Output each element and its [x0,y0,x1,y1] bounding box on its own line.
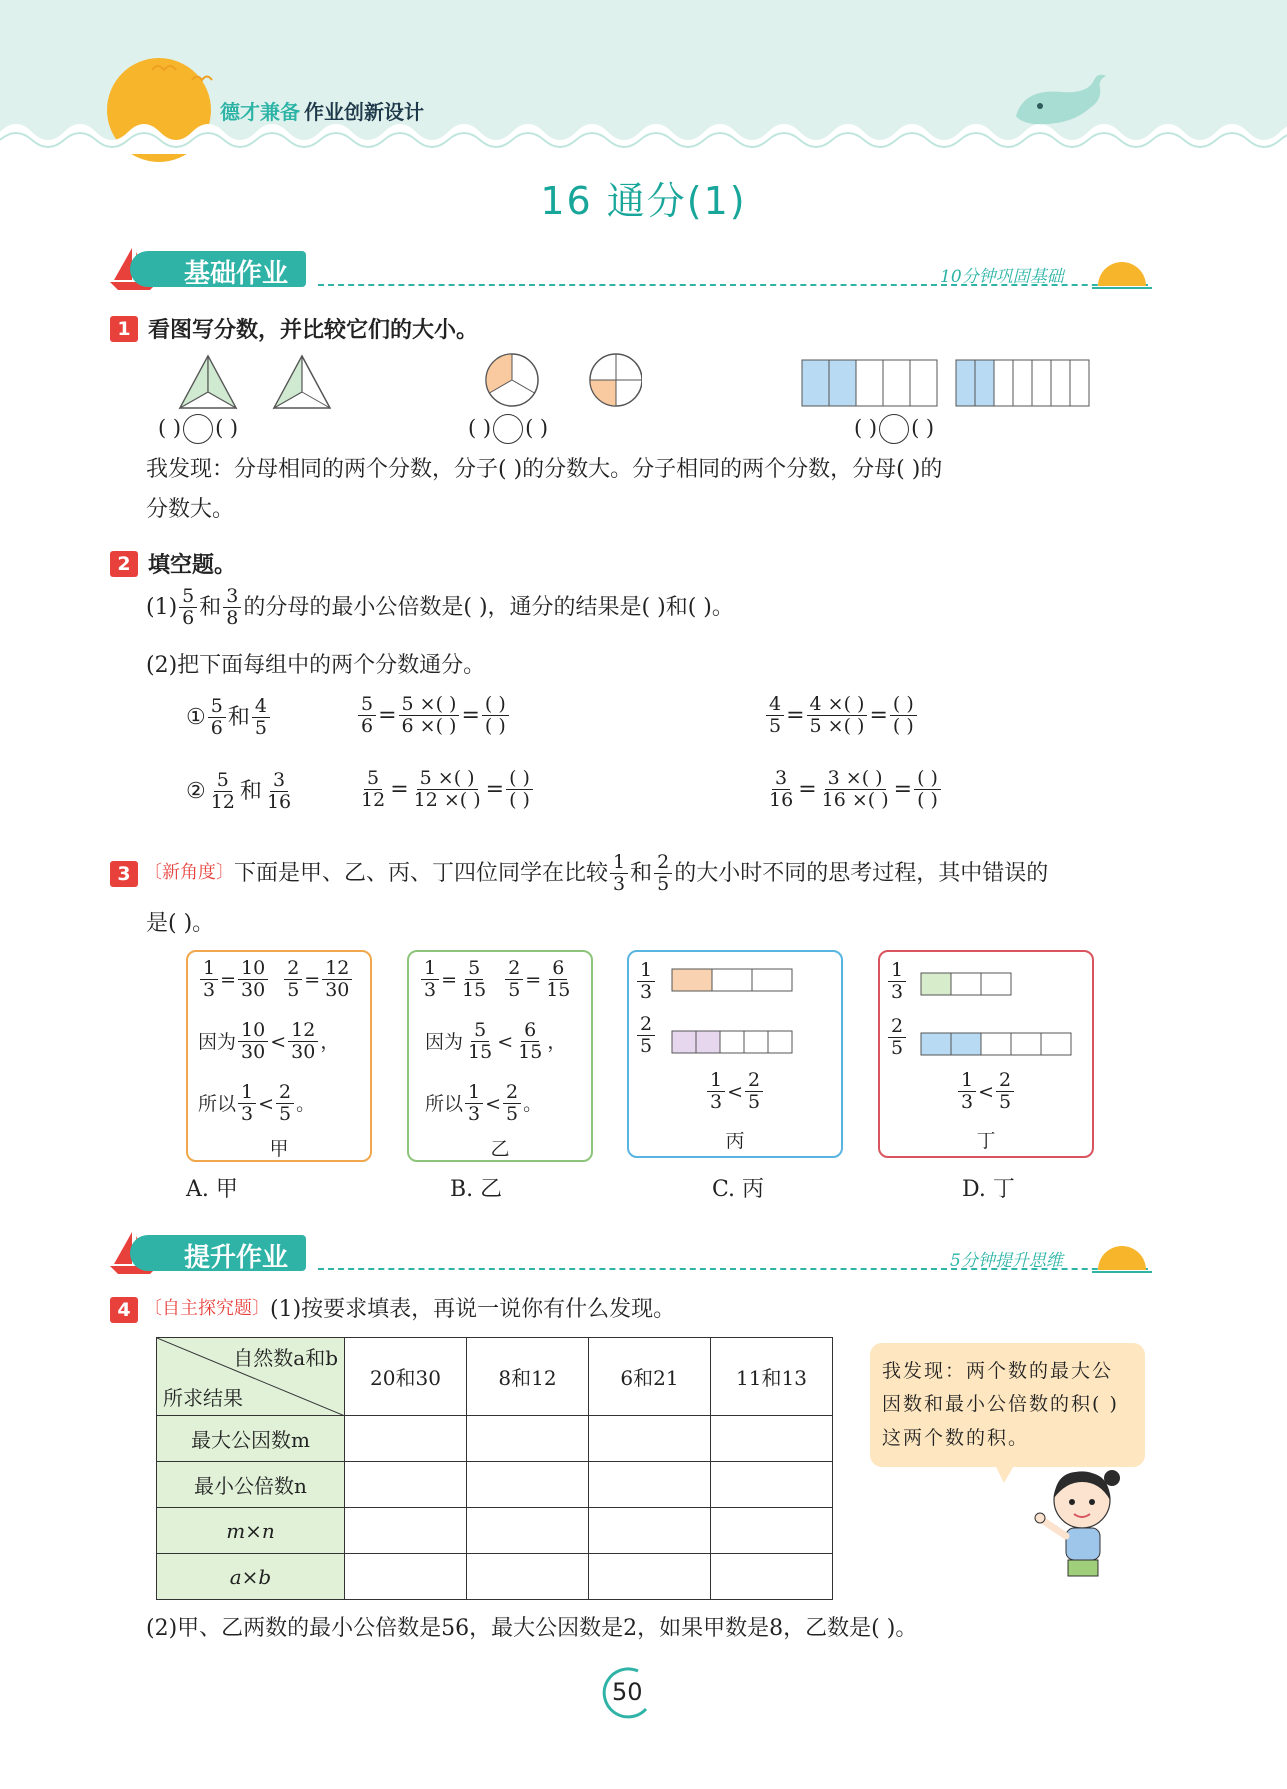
q3-text-1: 下面是甲、乙、丙、丁四位同学在比较 [234,861,609,887]
denominator: 6 [210,717,223,740]
q3-card-a-line3 [198,1082,315,1126]
q3-card-c-compare [705,1070,765,1114]
q4-heading [110,1292,675,1327]
q2-g2b-frac [766,768,796,812]
page-number: 50 [612,1678,643,1706]
equals-sign: = [485,777,505,803]
q3-card-b-line2 [425,1020,566,1064]
less-than-sign: < [497,1030,514,1053]
q2-g2-eq-a [356,768,535,812]
table-cell[interactable] [467,1462,589,1508]
table-cell[interactable] [711,1416,833,1462]
small-sun-icon [1092,1238,1152,1278]
q2-heading [110,548,236,579]
q1-blank-3b[interactable]: ( ) [911,416,935,440]
row-label: 最小公倍数n [157,1462,345,1508]
because-label: 因为 [425,1030,464,1053]
table-cell[interactable] [467,1508,589,1554]
q3-card-b-line3 [425,1082,542,1126]
denominator: 3 [613,873,626,896]
numerator: 2 [996,1070,1014,1092]
q2-number-badge: 2 [110,551,138,577]
denominator-blank: ( ) [917,789,938,812]
birds-icon [148,56,218,86]
frac-1-3 [888,960,906,1004]
q1-compare-circle-1[interactable] [183,414,213,444]
numerator: 1 [238,1082,256,1104]
q3-option-d[interactable]: D. 丁 [962,1177,1015,1202]
denominator: 15 [546,979,571,1002]
q1-finding-line-1: 我发现：分母相同的两个分数，分子( )的分数大。分子相同的两个分数，分母( )的 [146,457,943,482]
frac-2-5 [505,958,523,1002]
less-than-sign: < [258,1092,275,1115]
period: 。 [296,1092,316,1115]
frac-5-15 [465,1020,495,1064]
q3-fraction-1-3 [610,852,628,896]
numerator: 10 [238,958,268,980]
table-row [157,1554,833,1600]
frac-10-30 [238,958,268,1002]
q1-compare-row-1 [158,412,238,446]
q2-g2b-result[interactable] [914,768,941,812]
q2-g1-eq-b [764,694,919,738]
denominator: 30 [241,1041,266,1064]
q2-group2-and: 和 [239,779,262,805]
equals-sign: = [893,777,913,803]
frac-2-5 [503,1082,521,1126]
table-cell[interactable] [589,1508,711,1554]
denominator: 3 [241,1103,254,1126]
denominator-blank: ( ) [892,715,914,738]
q3-card-d-bars [920,972,1080,1062]
q2-g1-frac-4-5 [252,696,270,740]
denominator: 15 [462,979,487,1002]
numerator: 5 [471,1020,489,1042]
frac-2-5 [284,958,302,1002]
numerator: 1 [707,1070,725,1092]
q2-g2-frac-3-16 [264,770,294,814]
q2-g1a-mult[interactable] [399,694,460,738]
frac-12-30 [322,958,352,1002]
frac-1-3 [200,958,218,1002]
denominator: 3 [424,979,437,1002]
frac-5-15 [459,958,489,1002]
numerator: 10 [238,1020,268,1042]
q1-compare-circle-2[interactable] [493,414,523,444]
q2-g2a-frac [358,768,388,812]
q1-heading [110,313,478,344]
q3-card-b-name: 乙 [490,1138,510,1160]
denominator-blank: ( ) [509,789,530,812]
denominator: 3 [710,1091,723,1114]
section-advanced-note: 5分钟提升思维 [950,1251,1063,1271]
numerator: 3 [223,586,241,608]
equals-sign: = [525,968,542,991]
q2-g1b-result[interactable] [890,694,917,738]
frac-2-5 [637,1014,655,1058]
q1-compare-circle-3[interactable] [879,414,909,444]
q2-g2b-mult[interactable] [819,768,892,812]
q2-g1a-frac [358,694,376,738]
numerator: 1 [888,960,906,982]
q3-card-c-bars [671,968,801,1058]
frac-10-30 [238,1020,268,1064]
q3-text-3[interactable]: 是( )。 [146,911,215,936]
numerator: 4 [766,694,784,716]
q3-card-d-frac-2-5 [886,1016,908,1060]
q1-finding-line-2: 分数大。 [146,497,235,522]
less-than-sign: < [727,1080,744,1103]
table-row [157,1416,833,1462]
denominator: 6 [361,715,374,738]
q2-g2a-mult[interactable] [411,768,484,812]
q3-card-c-frac-2-5 [635,1014,657,1058]
numerator: 1 [610,852,628,874]
numerator: 2 [745,1070,763,1092]
girl-character-icon [1030,1460,1130,1588]
q2-group2-marker: ② [186,779,206,805]
q2-part1-text[interactable]: 的分母的最小公倍数是( )，通分的结果是( )和( )。 [243,595,734,621]
frac-1-3 [958,1070,976,1114]
table-header-row [157,1338,833,1416]
section-basic-banner: 基础作业 [130,251,306,287]
denominator: 15 [518,1041,543,1064]
column-header: 20和30 [345,1338,467,1416]
table-cell[interactable] [467,1554,589,1600]
q1-blank-2b[interactable]: ( ) [525,416,549,440]
q1-title: 看图写分数，并比较它们的大小。 [148,318,479,343]
numerator: 12 [322,958,352,980]
denominator-expr: 6 ×( ) [401,715,457,738]
numerator: 2 [503,1082,521,1104]
corner-top-label: 自然数a和b [233,1346,338,1370]
q1-circles-figure [482,352,642,410]
q3-option-b[interactable]: B. 乙 [450,1177,503,1202]
frac-12-30 [288,1020,318,1064]
denominator: 30 [291,1041,316,1064]
denominator: 5 [748,1091,761,1114]
period: 。 [523,1092,543,1115]
q1-number-badge: 1 [110,316,138,342]
less-than-sign: < [270,1030,287,1053]
equals-sign: = [798,777,817,803]
frac-2-5 [745,1070,763,1114]
q3-and: 和 [630,861,653,887]
equals-sign: = [220,968,237,991]
q3-option-a[interactable]: A. 甲 [186,1177,238,1202]
q2-part1-and: 和 [199,595,222,621]
q3-fraction-2-5 [654,852,672,896]
numerator: 2 [276,1082,294,1104]
q3-card-c-name: 丙 [725,1130,745,1152]
q2-g1-eq-a [356,694,511,738]
q1-triangles-figure [176,352,336,410]
q3-card-b [407,950,593,1162]
numerator: 2 [505,958,523,980]
numerator-expr: 5 ×( ) [417,768,478,790]
table-cell[interactable] [345,1416,467,1462]
table-cell[interactable] [345,1508,467,1554]
q3-number-badge: 3 [110,861,138,887]
q3-card-a-line1 [198,958,354,1002]
numerator-blank: ( ) [482,694,509,716]
numerator: 5 [208,696,226,718]
equals-sign: = [461,703,480,729]
q1-compare-row-3 [854,412,934,446]
numerator: 3 [270,770,288,792]
q2-group2-label [186,770,296,814]
comma: ， [320,1030,340,1053]
denominator: 30 [325,979,350,1002]
q2-fraction-3-8 [223,586,241,630]
numerator: 1 [465,1082,483,1104]
equals-sign: = [304,968,321,991]
q2-g2a-result[interactable] [506,768,533,812]
q2-title: 填空题。 [148,553,237,578]
numerator: 5 [179,586,197,608]
section-basic-note: 10分钟巩固基础 [940,267,1064,287]
denominator: 16 [266,791,292,814]
denominator: 5 [254,717,267,740]
q2-g1b-mult[interactable] [807,694,868,738]
so-label: 所以 [425,1092,464,1115]
q4-table [156,1337,833,1600]
book-name-part-a: 德才兼备 [220,100,300,124]
numerator: 6 [521,1020,539,1042]
q2-group1-marker: ① [186,705,206,731]
denominator: 5 [891,1037,904,1060]
section-advanced-banner: 提升作业 [130,1235,306,1271]
whale-icon [1010,70,1110,132]
numerator: 1 [637,960,655,982]
denominator: 30 [241,979,266,1002]
numerator: 1 [958,1070,976,1092]
denominator: 16 [769,789,794,812]
small-sun-icon [1092,254,1152,294]
denominator: 12 [361,789,386,812]
denominator: 5 [506,1103,519,1126]
q4-tag: 〔自主探究题〕 [144,1298,270,1320]
q2-part1-prefix: (1) [146,595,178,621]
table-cell[interactable] [711,1462,833,1508]
frac-2-5 [996,1070,1014,1114]
q2-g1-frac-5-6 [208,696,226,740]
denominator: 5 [769,715,782,738]
q1-compare-row-2 [468,412,548,446]
numerator-blank: ( ) [890,694,917,716]
q2-g1a-result[interactable] [482,694,509,738]
numerator: 5 [214,770,232,792]
q1-blank-1b[interactable]: ( ) [215,416,239,440]
table-cell[interactable] [589,1462,711,1508]
numerator: 5 [364,768,382,790]
frac-6-15 [515,1020,545,1064]
q3-card-c-frac-1-3 [635,960,657,1004]
frac-1-3 [637,960,655,1004]
table-row [157,1462,833,1508]
numerator-blank: ( ) [914,768,941,790]
numerator: 2 [654,852,672,874]
q2-fraction-5-6 [179,586,197,630]
equals-sign: = [869,703,888,729]
q3-tag: 〔新角度〕 [144,862,234,884]
equals-sign: = [786,703,805,729]
frac-1-3 [421,958,439,1002]
frac-6-15 [543,958,573,1002]
q2-group1-label [186,696,272,740]
column-header: 8和12 [467,1338,589,1416]
denominator: 12 [210,791,235,814]
so-label: 所以 [198,1092,237,1115]
denominator: 5 [640,1035,653,1058]
numerator-expr: 5 ×( ) [399,694,460,716]
q3-card-d-compare [956,1070,1016,1114]
q3-card-d-name: 丁 [976,1130,996,1152]
denominator: 5 [508,979,521,1002]
denominator: 3 [891,981,904,1004]
q2-g2-frac-5-12 [208,770,238,814]
row-label: 最大公因数m [157,1416,345,1462]
column-header: 11和13 [711,1338,833,1416]
q3-card-b-line1 [419,958,575,1002]
row-label: a×b [157,1554,345,1600]
table-row [157,1508,833,1554]
denominator: 6 [182,607,195,630]
denominator: 15 [468,1041,493,1064]
denominator: 5 [657,873,670,896]
numerator: 4 [252,696,270,718]
denominator-expr: 16 ×( ) [821,789,889,812]
denominator: 8 [226,607,239,630]
column-header: 6和21 [589,1338,711,1416]
numerator: 12 [288,1020,318,1042]
denominator: 5 [287,979,300,1002]
corner-bottom-label: 所求结果 [163,1386,243,1410]
lesson-title: 16 通分(1) [540,179,747,223]
denominator: 5 [279,1103,292,1126]
table-cell[interactable] [467,1416,589,1462]
q2-group1-and: 和 [227,705,250,731]
because-label: 因为 [198,1030,237,1053]
numerator: 1 [200,958,218,980]
denominator: 3 [468,1103,481,1126]
table-cell[interactable] [345,1554,467,1600]
numerator: 2 [284,958,302,980]
numerator: 3 [772,768,790,790]
q3-option-c[interactable]: C. 丙 [712,1177,765,1202]
numerator: 5 [465,958,483,980]
denominator-expr: 5 ×( ) [809,715,865,738]
q1-blank-1a[interactable]: ( ) [158,416,182,440]
q3-card-a-line2 [198,1020,339,1064]
q2-part1 [146,586,734,630]
numerator: 2 [888,1016,906,1038]
row-label: m×n [157,1508,345,1554]
frac-1-3 [707,1070,725,1114]
book-name [220,96,424,125]
comma: ， [547,1030,567,1053]
less-than-sign: < [978,1080,995,1103]
table-cell[interactable] [589,1554,711,1600]
frac-1-3 [238,1082,256,1126]
denominator: 5 [999,1091,1012,1114]
q3-card-d-frac-1-3 [886,960,908,1004]
less-than-sign: < [485,1092,502,1115]
equals-sign: = [390,777,409,803]
table-cell[interactable] [711,1508,833,1554]
numerator-blank: ( ) [506,768,533,790]
table-cell[interactable] [711,1554,833,1600]
frac-2-5 [888,1016,906,1060]
denominator: 3 [640,981,653,1004]
q3-text-2: 的大小时不同的思考过程，其中错误的 [674,861,1049,887]
q4-part1: (1)按要求填表，再说一说你有什么发现。 [270,1297,676,1322]
q2-g1b-frac [766,694,784,738]
frac-2-5 [276,1082,294,1126]
bubble-tail [990,1455,1030,1485]
numerator-expr: 4 ×( ) [807,694,868,716]
q3-card-c [627,950,843,1158]
q3-heading [110,852,1048,896]
frac-1-3 [465,1082,483,1126]
denominator-expr: 12 ×( ) [413,789,481,812]
table-cell[interactable] [345,1462,467,1508]
q2-part2: (2)把下面每组中的两个分数通分。 [146,653,486,678]
q1-blank-3a[interactable]: ( ) [854,416,878,440]
numerator: 6 [549,958,567,980]
q3-card-a-name: 甲 [269,1138,289,1160]
q3-card-a [186,950,372,1162]
numerator: 5 [358,694,376,716]
equals-sign: = [441,968,458,991]
q1-bars-figure [800,358,1096,408]
book-name-part-b: 作业创新设计 [304,100,424,124]
denominator-blank: ( ) [484,715,506,738]
q4-part2[interactable]: (2)甲、乙两数的最小公倍数是56，最大公因数是2，如果甲数是8，乙数是( )。 [146,1616,918,1641]
q4-number-badge: 4 [110,1297,138,1323]
q2-g2-eq-b [764,768,943,812]
table-cell[interactable] [589,1416,711,1462]
denominator: 3 [961,1091,974,1114]
numerator: 2 [637,1014,655,1036]
numerator-expr: 3 ×( ) [825,768,886,790]
numerator: 1 [421,958,439,980]
q1-blank-2a[interactable]: ( ) [468,416,492,440]
equals-sign: = [378,703,397,729]
q3-card-d [878,950,1094,1158]
q4-finding-bubble[interactable]: 我发现：两个数的最大公因数和最小公倍数的积( )这两个数的积。 [870,1343,1145,1467]
denominator: 3 [203,979,216,1002]
table-corner-cell [157,1338,345,1416]
